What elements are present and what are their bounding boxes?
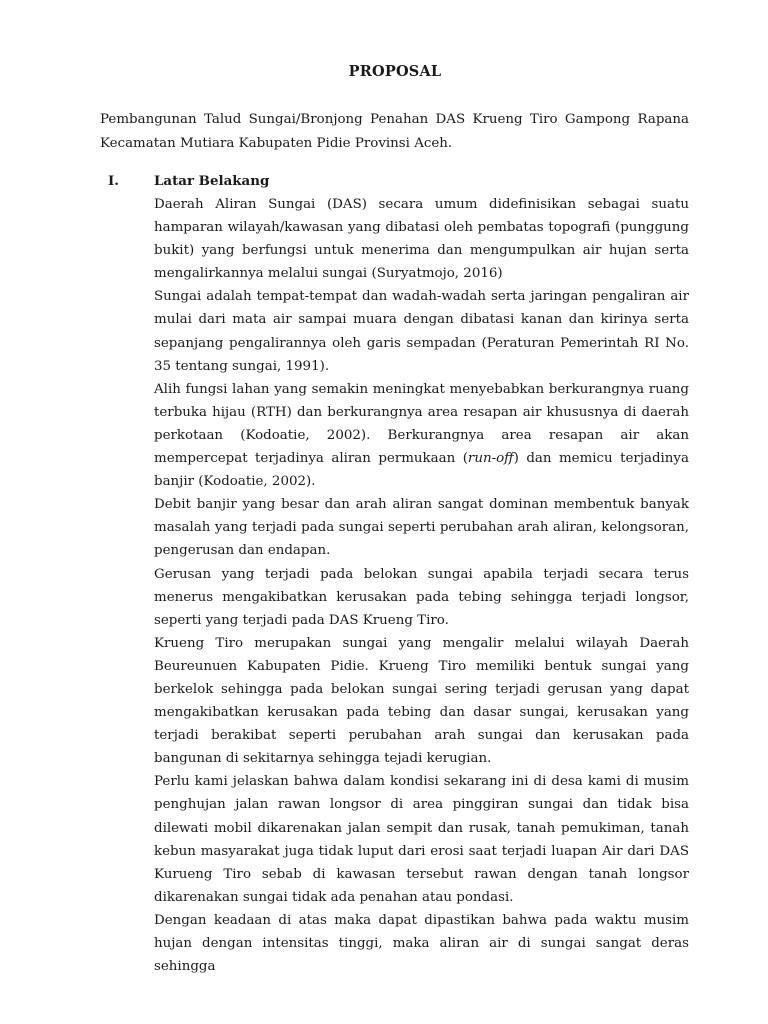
paragraph-conclusion: Dengan keadaan di atas maka dapat dipastikan bahwa pada waktu musim hujan dengan intensitas tinggi, maka aliran air di sungai sangat deras sehingga — [154, 912, 689, 973]
paragraph-flood-discharge: Debit banjir yang besar dan arah aliran sangat dominan membentuk banyak masalah yang terjadi pada sungai seperti perubahan arah aliran, kelongsoran, pengerusan dan endapan. — [154, 497, 689, 559]
paragraph-das-definition: Daerah Aliran Sungai (DAS) secara umum didefinisikan sebagai suatu hamparan wilayah/kawasan yang dibatasi oleh pembatas topografi (punggung bukit) yang berfungsi untuk menerima dan mengumpulkan air hujan serta mengalirkannya melalui sungai (Suryatmojo, 2016) — [154, 197, 689, 282]
paragraph-text-part: ) dan memicu terjadinya banjir (Kodoatie, 2002). — [154, 451, 689, 490]
document-title: PROPOSAL — [348, 63, 442, 80]
proposal-subject: Pembangunan Talud Sungai/Bronjong Penahan DAS Krueng Tiro Gampong Rapana Kecamatan Mutiara Kabupaten Pidie Provinsi Aceh. — [100, 112, 689, 151]
paragraph-sungai-definition: Sungai adalah tempat-tempat dan wadah-wadah serta jaringan pengaliran air mulai dari mata air sampai muara dengan dibatasi kanan dan kirinya serta sepanjang pengalirannya oleh garis sempadan (Peraturan Pemerintah RI No. 35 tentang sungai, 1991). — [154, 289, 689, 374]
paragraph-land-conversion — [154, 378, 689, 493]
paragraph-scour: Gerusan yang terjadi pada belokan sungai apabila terjadi secara terus menerus mengakibatkan kerusakan pada tebing sehingga terjadi longsor, seperti yang terjadi pada DAS Krueng Tiro. — [154, 566, 689, 628]
paragraph-village-condition: Perlu kami jelaskan bahwa dalam kondisi sekarang ini di desa kami di musim penghujan jalan rawan longsor di area pinggiran sungai dan tidak bisa dilewati mobil dikarenakan jalan sempit dan rusak, tanah pemukiman, tanah kebun masyarakat juga tidak luput dari erosi saat terjadi luapan Air dari DAS Kurueng Tiro sebab di kawasan tersebut rawan dengan tanah longsor dikarenakan sungai tidak ada penahan atau pondasi. — [154, 774, 689, 905]
section-number: I. — [108, 173, 119, 189]
paragraph-text-part: Alih fungsi lahan yang semakin meningkat menyebabkan berkurangnya ruang terbuka hijau (RTH) dan berkurangnya area resapan air khususnya di daerah perkotaan (Kodoatie, 2002). Berkurangnya area resapan air akan mempercepat terjadinya aliran permukaan ( — [154, 381, 689, 467]
section-body — [154, 193, 689, 973]
section-heading: Latar Belakang — [154, 173, 270, 189]
italic-term: run-off — [467, 451, 514, 467]
paragraph-krueng-tiro: Krueng Tiro merupakan sungai yang mengalir melalui wilayah Daerah Beureunuen Kabupaten Pidie. Krueng Tiro memiliki bentuk sungai yang berkelok sehingga pada belokan sungai sering terjadi gerusan yang dapat mengakibatkan kerusakan pada tebing dan dasar sungai, kerusakan yang terjadi berakibat seperti perubahan arah sungai dan kerusakan pada bangunan di sekitarnya sehingga tejadi kerugian. — [154, 635, 689, 767]
